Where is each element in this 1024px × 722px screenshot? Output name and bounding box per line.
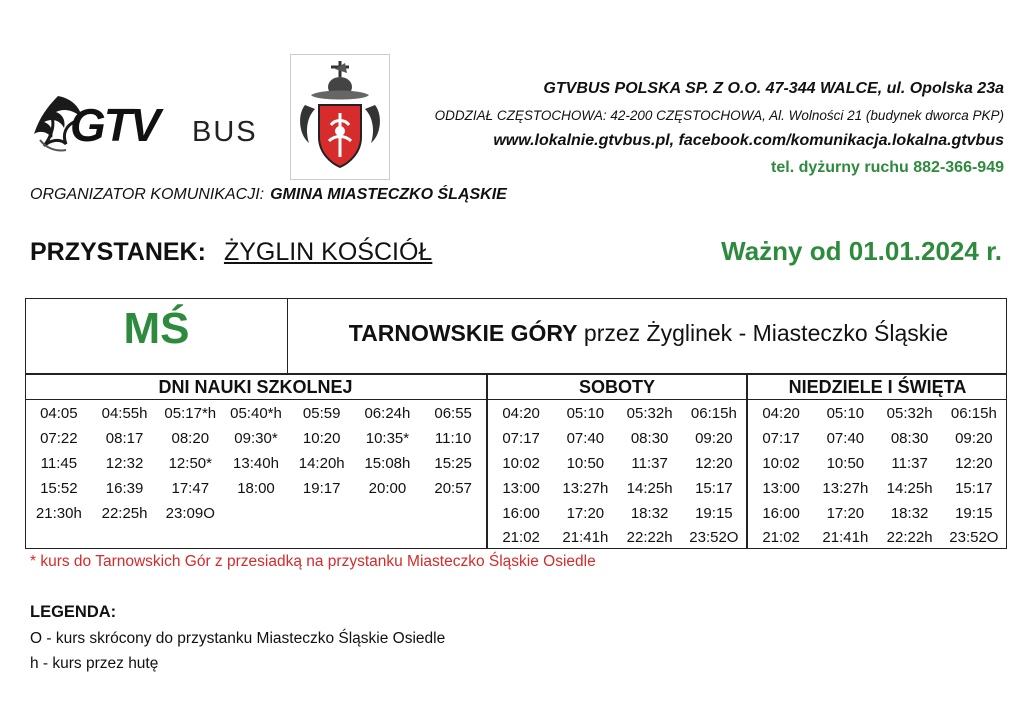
departure-time: 23:52O: [689, 529, 739, 547]
departure-time: 09:30*: [234, 429, 278, 447]
departure-time: 17:47: [171, 479, 210, 497]
departure-time: 12:20: [695, 454, 733, 472]
departure-time: 15:52: [40, 479, 78, 497]
departure-time: 05:32h: [626, 405, 673, 422]
departure-time: 06:15h: [950, 405, 997, 422]
divider: [25, 373, 1007, 375]
departure-time: 09:20: [955, 429, 993, 447]
route-id: MŚ: [123, 304, 190, 353]
departure-time: 21:41h: [562, 529, 609, 547]
departure-time: 18:32: [630, 504, 669, 522]
departure-time: 07:40: [566, 429, 605, 447]
departure-time: 23:52O: [949, 529, 999, 547]
departure-time: 21:41h: [822, 529, 869, 547]
company-name: GTVBUS POLSKA SP. Z O.O. 47-344 WALCE, ul. Opolska 23a: [543, 80, 1004, 97]
departure-time: 12:32: [105, 454, 144, 472]
gtvbus-logo: [30, 88, 270, 166]
departure-time: 20:57: [434, 479, 472, 497]
departure-time: 10:02: [762, 454, 800, 472]
departure-time: 21:30h: [35, 504, 82, 522]
departure-time: 08:20: [171, 429, 210, 447]
departure-time: 06:24h: [364, 405, 411, 422]
route-via: przez Żyglinek - Miasteczko Śląskie: [577, 320, 949, 346]
organizer-line: [30, 186, 507, 204]
departure-time: 06:15h: [690, 405, 737, 422]
departure-time: 06:55: [434, 405, 472, 422]
stop-line: [30, 238, 432, 267]
departure-time: 12:50*: [168, 454, 212, 472]
departure-time: 13:00: [502, 479, 540, 497]
departure-time: 23:09O: [165, 504, 215, 522]
logo-gtv-text: GTV: [70, 99, 159, 151]
departure-time: 18:32: [890, 504, 929, 522]
departure-time: 15:17: [695, 479, 733, 497]
column-divider: [486, 374, 488, 549]
departure-time: 11:37: [631, 454, 668, 472]
departure-time: 17:20: [826, 504, 865, 522]
departure-time: 12:20: [955, 454, 993, 472]
departure-time: 14:20h: [298, 454, 345, 472]
departure-time: 13:27h: [562, 479, 609, 497]
departure-time: 21:02: [762, 529, 800, 547]
times-school-days: [26, 402, 486, 526]
section-title-saturdays: SOBOTY: [578, 377, 655, 397]
departure-time: 11:10: [434, 429, 472, 447]
departure-time: 05:10: [826, 405, 865, 422]
times-saturdays: [489, 402, 746, 551]
departure-time: 16:00: [502, 504, 540, 522]
website-links[interactable]: www.lokalnie.gtvbus.pl, facebook.com/komunikacja.lokalna.gtvbus: [493, 132, 1004, 149]
divider: [25, 399, 1007, 400]
departure-time: 13:40h: [233, 454, 279, 472]
departure-time: 16:39: [105, 479, 144, 497]
section-title-school-days: DNI NAUKI SZKOLNEJ: [158, 377, 353, 397]
departure-time: 05:17*h: [164, 405, 217, 422]
legend-item: h - kurs przez hutę: [30, 655, 159, 672]
departure-time: 10:50: [566, 454, 605, 472]
departure-time: 13:00: [762, 479, 800, 497]
column-divider: [746, 374, 748, 549]
departure-time: 04:20: [502, 405, 540, 422]
departure-time: 22:22h: [626, 529, 673, 547]
departure-time: 07:40: [826, 429, 865, 447]
departure-time: 20:00: [368, 479, 407, 497]
departure-time: 07:22: [40, 429, 78, 447]
departure-time: 05:40*h: [230, 405, 282, 422]
logo-bus-text: BUS: [192, 116, 258, 148]
organizer-name: GMINA MIASTECZKO ŚLĄSKIE: [270, 186, 507, 203]
organizer-label: ORGANIZATOR KOMUNIKACJI:: [30, 186, 265, 203]
route-destination: TARNOWSKIE GÓRY: [348, 320, 578, 346]
departure-time: 04:55h: [101, 405, 148, 422]
departure-time: 08:30: [890, 429, 929, 447]
departure-time: 11:37: [891, 454, 928, 472]
stop-label: PRZYSTANEK:: [30, 238, 206, 266]
valid-from: Ważny od 01.01.2024 r.: [721, 236, 1002, 266]
legend-item: O - kurs skrócony do przystanku Miasteczko Śląskie Osiedle: [30, 630, 446, 647]
departure-time: 07:17: [502, 429, 540, 447]
departure-time: 19:17: [302, 479, 341, 497]
transfer-note: * kurs do Tarnowskich Gór z przesiadką na przystanku Miasteczko Śląskie Osiedle: [30, 553, 596, 570]
departure-time: 09:20: [695, 429, 733, 447]
departure-time: 11:45: [40, 454, 78, 472]
branch-address: ODDZIAŁ CZĘSTOCHOWA: 42-200 CZĘSTOCHOWA, Al. Wolności 21 (budynek dworca PKP): [434, 108, 1004, 123]
departure-time: 10:02: [502, 454, 540, 472]
departure-time: 17:20: [566, 504, 605, 522]
coat-of-arms-icon: [290, 54, 390, 180]
departure-time: 15:25: [434, 454, 472, 472]
departure-time: 14:25h: [626, 479, 673, 497]
departure-time: 04:20: [762, 405, 800, 422]
legend-title: LEGENDA:: [30, 603, 117, 621]
departure-time: 18:00: [237, 479, 275, 497]
departure-time: 19:15: [955, 504, 993, 522]
departure-time: 10:35*: [365, 429, 410, 447]
stop-name: ŻYGLIN KOŚCIÓŁ: [223, 238, 433, 266]
departure-time: 05:59: [302, 405, 341, 422]
dispatcher-phone: tel. dyżurny ruchu 882-366-949: [771, 159, 1004, 176]
departure-time: 13:27h: [822, 479, 869, 497]
departure-time: 10:20: [302, 429, 341, 447]
section-title-sundays-holidays: NIEDZIELE I ŚWIĘTA: [788, 377, 967, 397]
departure-time: 08:30: [630, 429, 669, 447]
departure-time: 04:05: [40, 405, 78, 422]
departure-time: 07:17: [762, 429, 800, 447]
departure-time: 10:50: [826, 454, 865, 472]
departure-time: 15:08h: [364, 454, 411, 472]
route-description: [290, 320, 1007, 347]
departure-time: 05:10: [566, 405, 605, 422]
departure-time: 05:32h: [886, 405, 933, 422]
departure-time: 08:17: [105, 429, 144, 447]
departure-time: 19:15: [695, 504, 733, 522]
departure-time: 15:17: [955, 479, 993, 497]
times-sundays-holidays: [749, 402, 1006, 551]
departure-time: 22:25h: [101, 504, 148, 522]
departure-time: 14:25h: [886, 479, 933, 497]
departure-time: 16:00: [762, 504, 800, 522]
departure-time: 22:22h: [886, 529, 933, 547]
departure-time: 21:02: [502, 529, 540, 547]
